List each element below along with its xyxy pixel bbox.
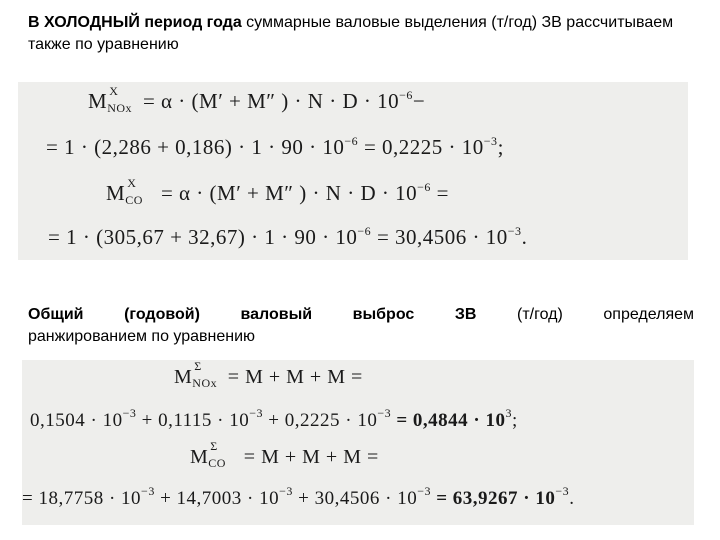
cold-period-equations-image — [18, 82, 688, 260]
total-emission-text: (т/год) определяем — [476, 306, 694, 323]
total-emission-paragraph — [28, 304, 694, 348]
equation-total-co-formula: M Σ CO = M + M + M = — [190, 439, 379, 470]
equation-total-nox-formula: M Σ NOx = M + M + M = — [174, 359, 363, 390]
total-emission-heading: Общий (годовой) валовый выброс ЗВ — [28, 306, 477, 323]
equation-co-formula: M X CO = α · (M′ + M″ ) · $N \cdot D \cdot 10^{-6}$ = — [106, 176, 449, 207]
equation-total-co-result: = $18,7758 \cdot 10^{-3} + 14,7003 \cdot 10^{-3} + 30,4506 \cdot 10^{-3} = 63,9267 \cdot 10^{-3}$. — [22, 484, 575, 509]
total-emission-equations-image — [22, 360, 694, 525]
equation-nox-formula: M X NOx = α · (M′ + M″ ) · $N \cdot D \cdot 10^{-6}-$ — [88, 84, 426, 115]
equation-co-result: = $1 \cdot (305,67 + 32,67) \cdot 1 \cdot 90 \cdot 10^{-6} = 30,4506 \cdot 10^{-3}$. — [48, 224, 528, 249]
cold-period-paragraph — [28, 12, 694, 56]
cold-period-text: суммарные валовые выделения (т/год) ЗВ рассчитываем также по уравнению — [28, 14, 674, 53]
equation-total-nox-result: $0,1504 \cdot 10^{-3} + 0,1115 \cdot 10^{-3} + 0,2225 \cdot 10^{-3} = 0,4844 \cdot 10^3$; — [30, 406, 518, 431]
cold-period-heading: В ХОЛОДНЫЙ период года — [28, 14, 242, 31]
equation-nox-result: = $1 \cdot (2,286 + 0,186) \cdot 1 \cdot 90 \cdot 10^{-6} = 0,2225 \cdot 10^{-3}$; — [46, 134, 504, 159]
total-emission-text-line2: ранжированием по уравнению — [28, 328, 256, 345]
